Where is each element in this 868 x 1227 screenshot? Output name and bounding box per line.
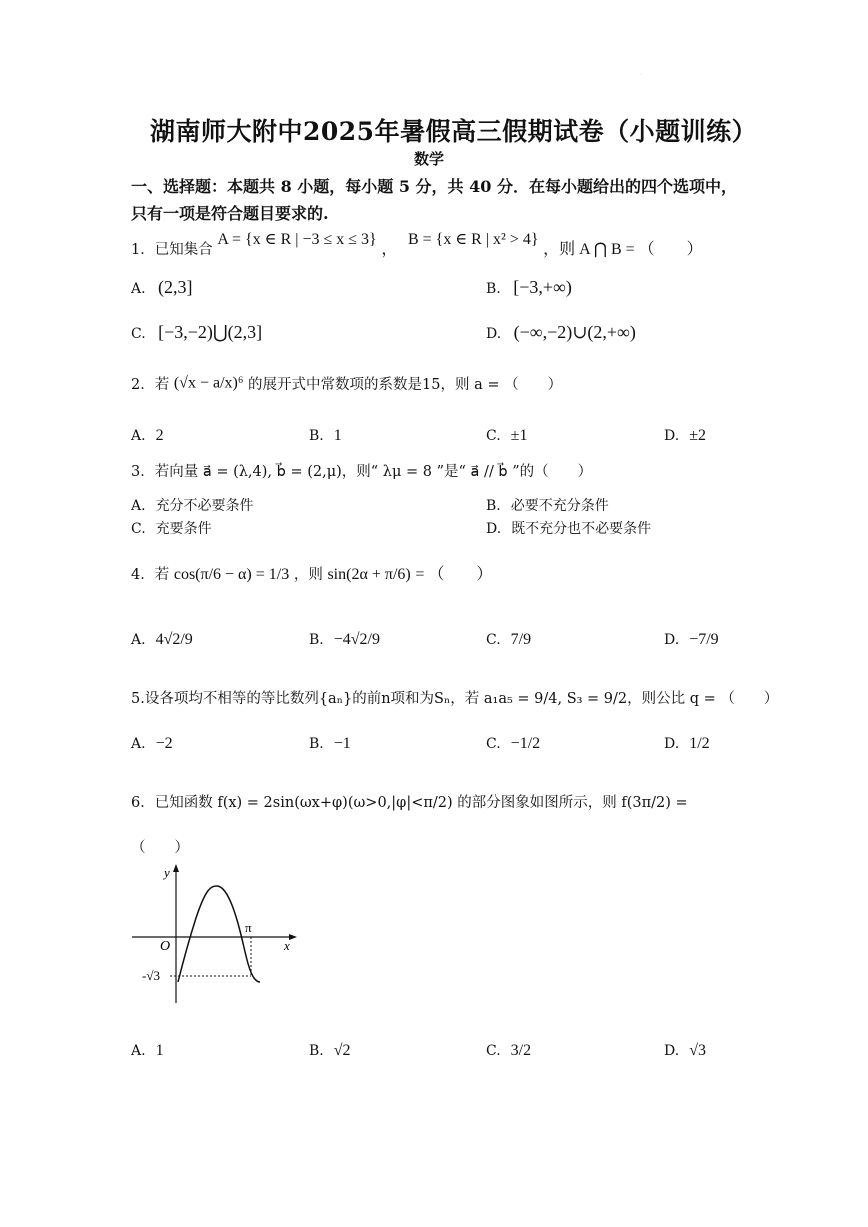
- q3-option-a[interactable]: [131, 495, 254, 515]
- option-text: −1: [333, 735, 351, 752]
- q2-suffix: 的展开式中常数项的系数是15，则 a = （ ）: [248, 377, 563, 393]
- option-text: 3/2: [510, 1042, 532, 1059]
- option-text: ±1: [510, 427, 528, 444]
- q4-option-d[interactable]: [664, 631, 719, 649]
- q4-expr-sin: sin(2α + π/6): [327, 566, 411, 583]
- option-text: (2,3]: [158, 277, 193, 297]
- q2-prefix: 2．若: [131, 377, 170, 393]
- question-3-stem: 3．若向量 a⃗ = (λ,4), b⃗ = (2,μ)，则“ λμ = 8 ”是“ a⃗ // b⃗ ”的（ ）: [131, 464, 593, 480]
- option-label: D.: [664, 428, 680, 444]
- option-label: B.: [309, 736, 324, 752]
- option-label: B.: [309, 1043, 324, 1059]
- option-label: D.: [486, 326, 502, 342]
- option-label: C.: [486, 1043, 501, 1059]
- q5-option-a[interactable]: [131, 735, 173, 753]
- question-6-answer-paren: （ ）: [131, 840, 189, 856]
- page-title: 湖南师大附中2025年暑假高三假期试卷（小题训练）: [150, 117, 758, 146]
- option-text: 必要不充分条件: [510, 498, 609, 514]
- option-label: A.: [131, 1043, 146, 1059]
- option-text: 1/2: [689, 735, 710, 752]
- q2-option-c[interactable]: [486, 427, 527, 445]
- option-label: A.: [131, 428, 146, 444]
- q4-option-a[interactable]: [131, 631, 193, 649]
- q5-option-c[interactable]: [486, 735, 540, 753]
- x-axis-label: x: [284, 938, 290, 953]
- origin-label: O: [160, 939, 171, 954]
- question-2-stem: [131, 373, 562, 394]
- section-heading-line2: 只有一项是符合题目要求的.: [131, 204, 329, 223]
- q4-option-b[interactable]: [309, 631, 380, 649]
- option-label: C.: [131, 326, 146, 342]
- question-5-stem: 5.设各项均不相等的等比数列{aₙ}的前n项和为Sₙ，若 a₁a₅ = 9/4, S₃ = 9/2，则公比 q = （ ）: [131, 691, 779, 707]
- q1-suffix: ，则 A ⋂ B = （ ）: [543, 241, 703, 258]
- q2-option-b[interactable]: [309, 427, 342, 445]
- y-axis-arrow-icon: [173, 864, 179, 872]
- option-label: A.: [131, 632, 146, 648]
- option-label: A.: [131, 498, 146, 514]
- option-text: 既不充分也不必要条件: [511, 521, 652, 537]
- option-label: D.: [664, 1043, 680, 1059]
- q1-option-a[interactable]: [131, 277, 193, 298]
- q2-expression: (√x − a/x)⁶: [173, 374, 244, 392]
- q2-option-a[interactable]: [131, 427, 164, 445]
- option-text: ±2: [689, 427, 706, 444]
- option-label: B.: [309, 632, 324, 648]
- question-1-stem: 1．已知集合 A = {x ∈ R | −3 ≤ x ≤ 3} ， B = {x ∈ R | x² > 4} ，则 A ⋂ B = （ ）: [131, 231, 703, 258]
- q4-suffix: = （ ）: [415, 566, 493, 583]
- option-text: [−3,+∞): [513, 277, 572, 297]
- option-text: 1: [155, 1042, 164, 1059]
- q4-prefix: 4．若: [131, 567, 170, 583]
- q6-option-d[interactable]: [664, 1042, 706, 1060]
- option-text: 4√2/9: [155, 631, 193, 648]
- q4-mid: ，则: [293, 567, 323, 583]
- option-text: [−3,−2)⋃(2,3]: [158, 322, 263, 342]
- q4-option-c[interactable]: [486, 631, 531, 649]
- q5-option-b[interactable]: [309, 735, 351, 753]
- option-text: 7/9: [510, 631, 532, 648]
- option-text: √2: [333, 1042, 351, 1059]
- q1-option-b[interactable]: [486, 277, 572, 298]
- option-text: 充要条件: [155, 521, 212, 537]
- q3-option-b[interactable]: [486, 495, 609, 515]
- option-text: −1/2: [510, 735, 541, 752]
- y-axis-label: y: [164, 865, 170, 880]
- option-label: B.: [486, 498, 501, 514]
- option-label: B.: [309, 428, 324, 444]
- q1-option-d[interactable]: [486, 322, 636, 343]
- option-text: 充分不必要条件: [155, 498, 254, 514]
- q5-option-d[interactable]: [664, 735, 710, 753]
- option-text: −4√2/9: [333, 631, 380, 648]
- option-text: −7/9: [689, 631, 719, 648]
- option-label: A.: [131, 281, 146, 297]
- option-text: (−∞,−2)∪(2,+∞): [513, 322, 636, 342]
- x-axis-arrow-icon: [289, 934, 297, 940]
- option-label: C.: [486, 736, 501, 752]
- q6-option-c[interactable]: [486, 1042, 531, 1060]
- q3-option-d[interactable]: [486, 518, 651, 538]
- q1-set-a: A = {x ∈ R | −3 ≤ x ≤ 3}: [217, 231, 377, 248]
- q4-expr-cos: cos(π/6 − α) = 1/3: [173, 566, 290, 583]
- option-label: B.: [486, 281, 501, 297]
- q1-option-c[interactable]: [131, 322, 262, 343]
- section-heading: [131, 173, 771, 227]
- q6-function-graph: [126, 858, 306, 1006]
- option-text: 2: [155, 427, 164, 444]
- scan-mark: ·: [640, 72, 642, 79]
- section-heading-line1: 一、选择题：本题共 8 小题，每小题 5 分，共 40 分．在每小题给出的四个选项中，: [131, 177, 737, 196]
- pi-label: π: [245, 920, 252, 935]
- q6-option-a[interactable]: [131, 1042, 164, 1060]
- q3-option-c[interactable]: [131, 518, 212, 538]
- question-6-stem: 6．已知函数 f(x) = 2sin(ωx+φ)(ω>0,|φ|<π/2) 的部分图象如图所示，则 f(3π/2) =: [131, 795, 688, 811]
- question-4-stem: [131, 561, 492, 584]
- option-label: A.: [131, 736, 146, 752]
- subject-title: 数学: [414, 150, 445, 168]
- q1-prefix: 1．已知集合: [131, 242, 213, 258]
- option-label: D.: [486, 521, 502, 537]
- q6-option-b[interactable]: [309, 1042, 351, 1060]
- option-label: D.: [664, 736, 680, 752]
- option-text: 1: [333, 427, 342, 444]
- option-label: C.: [486, 632, 501, 648]
- option-label: D.: [664, 632, 680, 648]
- neg-sqrt3-label: -√3: [142, 968, 160, 983]
- option-label: C.: [131, 521, 146, 537]
- q1-set-b: B = {x ∈ R | x² > 4}: [407, 231, 539, 248]
- option-text: √3: [689, 1042, 706, 1059]
- q2-option-d[interactable]: [664, 427, 706, 445]
- option-label: C.: [486, 428, 501, 444]
- option-text: −2: [155, 735, 173, 752]
